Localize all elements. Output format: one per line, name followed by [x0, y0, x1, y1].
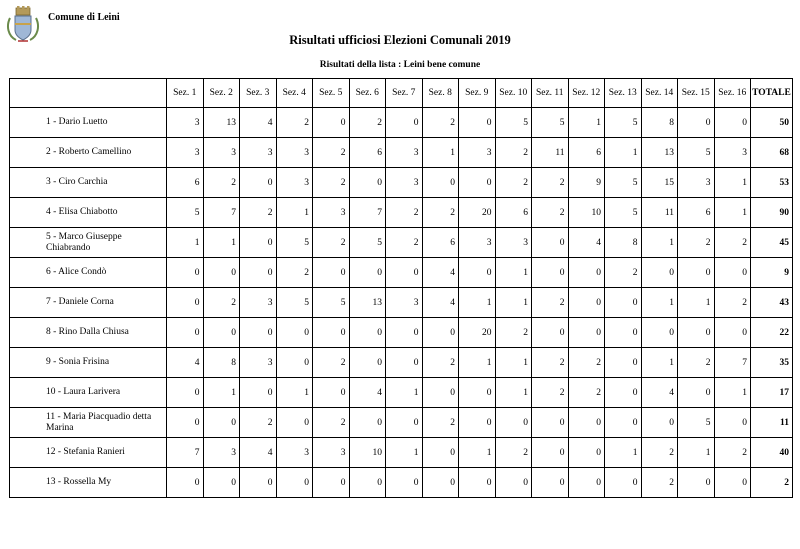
section-votes-cell: 2	[422, 198, 459, 228]
section-votes-cell: 0	[240, 318, 277, 348]
section-votes-cell: 5	[276, 228, 313, 258]
column-header-section: Sez. 1	[167, 79, 204, 108]
section-votes-cell: 0	[349, 468, 386, 498]
section-votes-cell: 2	[714, 438, 751, 468]
total-votes-cell: 90	[751, 198, 793, 228]
section-votes-cell: 4	[422, 258, 459, 288]
section-votes-cell: 1	[422, 138, 459, 168]
section-votes-cell: 0	[714, 468, 751, 498]
section-votes-cell: 3	[203, 438, 240, 468]
section-votes-cell: 15	[641, 168, 678, 198]
section-votes-cell: 0	[276, 348, 313, 378]
section-votes-cell: 3	[459, 138, 496, 168]
total-votes-cell: 35	[751, 348, 793, 378]
section-votes-cell: 0	[240, 378, 277, 408]
table-row	[10, 258, 793, 288]
column-header-section: Sez. 8	[422, 79, 459, 108]
section-votes-cell: 0	[714, 318, 751, 348]
column-header-section: Sez. 16	[714, 79, 751, 108]
section-votes-cell: 0	[203, 318, 240, 348]
section-votes-cell: 20	[459, 318, 496, 348]
section-votes-cell: 10	[349, 438, 386, 468]
section-votes-cell: 5	[276, 288, 313, 318]
section-votes-cell: 0	[714, 408, 751, 438]
section-votes-cell: 5	[313, 288, 350, 318]
section-votes-cell: 2	[641, 468, 678, 498]
candidate-name: 2 - Roberto Camellino	[10, 138, 167, 168]
section-votes-cell: 6	[495, 198, 532, 228]
section-votes-cell: 1	[495, 258, 532, 288]
section-votes-cell: 0	[349, 348, 386, 378]
section-votes-cell: 0	[605, 378, 642, 408]
section-votes-cell: 1	[386, 438, 423, 468]
section-votes-cell: 2	[313, 228, 350, 258]
section-votes-cell: 6	[167, 168, 204, 198]
section-votes-cell: 0	[349, 408, 386, 438]
section-votes-cell: 0	[459, 108, 496, 138]
section-votes-cell: 5	[605, 108, 642, 138]
section-votes-cell: 13	[203, 108, 240, 138]
table-row	[10, 108, 793, 138]
section-votes-cell: 8	[641, 108, 678, 138]
section-votes-cell: 2	[532, 348, 569, 378]
column-header-section: Sez. 3	[240, 79, 277, 108]
section-votes-cell: 0	[568, 318, 605, 348]
section-votes-cell: 0	[240, 168, 277, 198]
section-votes-cell: 0	[313, 108, 350, 138]
section-votes-cell: 0	[167, 468, 204, 498]
section-votes-cell: 2	[276, 258, 313, 288]
section-votes-cell: 13	[349, 288, 386, 318]
section-votes-cell: 0	[568, 408, 605, 438]
section-votes-cell: 2	[532, 378, 569, 408]
candidate-name: 3 - Ciro Carchia	[10, 168, 167, 198]
section-votes-cell: 0	[532, 318, 569, 348]
section-votes-cell: 13	[641, 138, 678, 168]
section-votes-cell: 2	[313, 138, 350, 168]
section-votes-cell: 0	[605, 348, 642, 378]
table-row	[10, 198, 793, 228]
section-votes-cell: 2	[495, 168, 532, 198]
section-votes-cell: 0	[313, 258, 350, 288]
section-votes-cell: 0	[386, 258, 423, 288]
section-votes-cell: 3	[240, 288, 277, 318]
section-votes-cell: 2	[313, 348, 350, 378]
section-votes-cell: 11	[641, 198, 678, 228]
section-votes-cell: 1	[568, 108, 605, 138]
total-votes-cell: 43	[751, 288, 793, 318]
section-votes-cell: 9	[568, 168, 605, 198]
section-votes-cell: 0	[605, 318, 642, 348]
section-votes-cell: 0	[386, 108, 423, 138]
table-row	[10, 468, 793, 498]
table-row	[10, 438, 793, 468]
total-votes-cell: 2	[751, 468, 793, 498]
list-subtitle: Risultati della lista : Leini bene comune	[319, 60, 481, 70]
section-votes-cell: 2	[641, 438, 678, 468]
section-votes-cell: 1	[641, 228, 678, 258]
section-votes-cell: 7	[349, 198, 386, 228]
section-votes-cell: 3	[386, 138, 423, 168]
section-votes-cell: 3	[276, 138, 313, 168]
section-votes-cell: 2	[422, 108, 459, 138]
section-votes-cell: 0	[714, 108, 751, 138]
section-votes-cell: 3	[240, 348, 277, 378]
total-votes-cell: 22	[751, 318, 793, 348]
candidate-name: 10 - Laura Larivera	[10, 378, 167, 408]
candidate-name: 5 - Marco Giuseppe Chiabrando	[10, 228, 167, 258]
section-votes-cell: 0	[495, 408, 532, 438]
section-votes-cell: 2	[349, 108, 386, 138]
section-votes-cell: 0	[203, 258, 240, 288]
section-votes-cell: 3	[386, 288, 423, 318]
section-votes-cell: 0	[532, 408, 569, 438]
section-votes-cell: 1	[459, 438, 496, 468]
section-votes-cell: 2	[386, 228, 423, 258]
section-votes-cell: 0	[568, 438, 605, 468]
section-votes-cell: 1	[495, 348, 532, 378]
section-votes-cell: 2	[203, 288, 240, 318]
section-votes-cell: 4	[349, 378, 386, 408]
section-votes-cell: 5	[678, 138, 715, 168]
section-votes-cell: 0	[386, 468, 423, 498]
section-votes-cell: 1	[276, 378, 313, 408]
section-votes-cell: 5	[678, 408, 715, 438]
section-votes-cell: 1	[678, 288, 715, 318]
table-row	[10, 408, 793, 438]
section-votes-cell: 2	[203, 168, 240, 198]
results-table	[9, 78, 793, 498]
section-votes-cell: 0	[386, 408, 423, 438]
column-header-section: Sez. 7	[386, 79, 423, 108]
section-votes-cell: 2	[495, 438, 532, 468]
section-votes-cell: 0	[532, 438, 569, 468]
section-votes-cell: 0	[203, 408, 240, 438]
section-votes-cell: 2	[422, 348, 459, 378]
total-votes-cell: 17	[751, 378, 793, 408]
column-header-section: Sez. 14	[641, 79, 678, 108]
section-votes-cell: 0	[349, 168, 386, 198]
section-votes-cell: 0	[568, 258, 605, 288]
section-votes-cell: 7	[167, 438, 204, 468]
section-votes-cell: 5	[349, 228, 386, 258]
section-votes-cell: 6	[422, 228, 459, 258]
section-votes-cell: 2	[240, 408, 277, 438]
section-votes-cell: 0	[714, 258, 751, 288]
total-votes-cell: 9	[751, 258, 793, 288]
column-header-total: TOTALE	[751, 79, 793, 108]
table-row	[10, 168, 793, 198]
section-votes-cell: 0	[641, 258, 678, 288]
section-votes-cell: 5	[167, 198, 204, 228]
section-votes-cell: 0	[678, 108, 715, 138]
section-votes-cell: 5	[605, 198, 642, 228]
section-votes-cell: 20	[459, 198, 496, 228]
section-votes-cell: 7	[714, 348, 751, 378]
section-votes-cell: 0	[568, 288, 605, 318]
section-votes-cell: 3	[459, 228, 496, 258]
section-votes-cell: 1	[714, 168, 751, 198]
section-votes-cell: 0	[422, 438, 459, 468]
section-votes-cell: 0	[240, 258, 277, 288]
section-votes-cell: 1	[678, 438, 715, 468]
section-votes-cell: 1	[386, 378, 423, 408]
section-votes-cell: 4	[240, 438, 277, 468]
section-votes-cell: 6	[678, 198, 715, 228]
section-votes-cell: 0	[276, 408, 313, 438]
column-header-section: Sez. 15	[678, 79, 715, 108]
section-votes-cell: 0	[386, 348, 423, 378]
section-votes-cell: 0	[422, 168, 459, 198]
section-votes-cell: 5	[495, 108, 532, 138]
section-votes-cell: 0	[495, 468, 532, 498]
table-row	[10, 378, 793, 408]
column-header-section: Sez. 12	[568, 79, 605, 108]
section-votes-cell: 0	[678, 258, 715, 288]
section-votes-cell: 1	[714, 198, 751, 228]
section-votes-cell: 5	[532, 108, 569, 138]
section-votes-cell: 0	[605, 288, 642, 318]
column-header-section: Sez. 6	[349, 79, 386, 108]
section-votes-cell: 2	[532, 168, 569, 198]
section-votes-cell: 0	[459, 258, 496, 288]
section-votes-cell: 3	[386, 168, 423, 198]
section-votes-cell: 1	[641, 348, 678, 378]
section-votes-cell: 2	[313, 168, 350, 198]
section-votes-cell: 1	[276, 198, 313, 228]
section-votes-cell: 0	[276, 318, 313, 348]
section-votes-cell: 0	[641, 318, 678, 348]
column-header-section: Sez. 9	[459, 79, 496, 108]
section-votes-cell: 3	[714, 138, 751, 168]
section-votes-cell: 11	[532, 138, 569, 168]
section-votes-cell: 0	[459, 378, 496, 408]
candidate-name: 12 - Stefania Ranieri	[10, 438, 167, 468]
section-votes-cell: 0	[678, 378, 715, 408]
candidate-name: 9 - Sonia Frisina	[10, 348, 167, 378]
candidate-name: 7 - Daniele Corna	[10, 288, 167, 318]
page-title: Risultati ufficiosi Elezioni Comunali 2019	[289, 33, 511, 47]
section-votes-cell: 10	[568, 198, 605, 228]
column-header-section: Sez. 2	[203, 79, 240, 108]
section-votes-cell: 4	[568, 228, 605, 258]
section-votes-cell: 0	[386, 318, 423, 348]
total-votes-cell: 53	[751, 168, 793, 198]
section-votes-cell: 0	[459, 168, 496, 198]
total-votes-cell: 68	[751, 138, 793, 168]
column-header-section: Sez. 10	[495, 79, 532, 108]
total-votes-cell: 40	[751, 438, 793, 468]
section-votes-cell: 3	[240, 138, 277, 168]
table-header-row	[10, 79, 793, 108]
total-votes-cell: 45	[751, 228, 793, 258]
section-votes-cell: 2	[678, 348, 715, 378]
section-votes-cell: 0	[532, 228, 569, 258]
section-votes-cell: 4	[422, 288, 459, 318]
section-votes-cell: 2	[386, 198, 423, 228]
table-row	[10, 228, 793, 258]
section-votes-cell: 3	[276, 168, 313, 198]
section-votes-cell: 0	[605, 468, 642, 498]
section-votes-cell: 2	[276, 108, 313, 138]
table-row	[10, 288, 793, 318]
section-votes-cell: 0	[313, 468, 350, 498]
section-votes-cell: 1	[605, 138, 642, 168]
section-votes-cell: 2	[532, 198, 569, 228]
candidate-name: 1 - Dario Luetto	[10, 108, 167, 138]
section-votes-cell: 1	[714, 378, 751, 408]
section-votes-cell: 0	[568, 468, 605, 498]
candidate-name: 8 - Rino Dalla Chiusa	[10, 318, 167, 348]
section-votes-cell: 1	[641, 288, 678, 318]
section-votes-cell: 8	[605, 228, 642, 258]
municipality-name: Comune di Leini	[48, 12, 120, 23]
section-votes-cell: 2	[313, 408, 350, 438]
column-header-section: Sez. 13	[605, 79, 642, 108]
candidate-name: 4 - Elisa Chiabotto	[10, 198, 167, 228]
section-votes-cell: 0	[167, 288, 204, 318]
section-votes-cell: 0	[605, 408, 642, 438]
section-votes-cell: 0	[240, 468, 277, 498]
section-votes-cell: 3	[313, 198, 350, 228]
section-votes-cell: 0	[459, 468, 496, 498]
section-votes-cell: 2	[568, 378, 605, 408]
section-votes-cell: 0	[313, 318, 350, 348]
section-votes-cell: 1	[167, 228, 204, 258]
section-votes-cell: 0	[641, 408, 678, 438]
section-votes-cell: 2	[422, 408, 459, 438]
candidate-name: 11 - Maria Piacquadio detta Marina	[10, 408, 167, 438]
section-votes-cell: 0	[203, 468, 240, 498]
section-votes-cell: 1	[203, 228, 240, 258]
section-votes-cell: 3	[167, 108, 204, 138]
section-votes-cell: 2	[495, 138, 532, 168]
section-votes-cell: 3	[313, 438, 350, 468]
section-votes-cell: 0	[167, 408, 204, 438]
column-header-name	[10, 79, 167, 108]
section-votes-cell: 0	[349, 318, 386, 348]
section-votes-cell: 0	[532, 258, 569, 288]
table-row	[10, 318, 793, 348]
total-votes-cell: 50	[751, 108, 793, 138]
section-votes-cell: 0	[678, 468, 715, 498]
section-votes-cell: 0	[459, 408, 496, 438]
section-votes-cell: 2	[678, 228, 715, 258]
section-votes-cell: 4	[641, 378, 678, 408]
section-votes-cell: 1	[459, 348, 496, 378]
section-votes-cell: 3	[678, 168, 715, 198]
section-votes-cell: 6	[568, 138, 605, 168]
section-votes-cell: 0	[167, 318, 204, 348]
section-votes-cell: 1	[459, 288, 496, 318]
section-votes-cell: 1	[495, 288, 532, 318]
candidate-name: 6 - Alice Condò	[10, 258, 167, 288]
section-votes-cell: 4	[240, 108, 277, 138]
section-votes-cell: 0	[276, 468, 313, 498]
total-votes-cell: 11	[751, 408, 793, 438]
candidate-name: 13 - Rossella My	[10, 468, 167, 498]
section-votes-cell: 1	[203, 378, 240, 408]
section-votes-cell: 2	[605, 258, 642, 288]
section-votes-cell: 0	[313, 378, 350, 408]
section-votes-cell: 2	[240, 198, 277, 228]
column-header-section: Sez. 4	[276, 79, 313, 108]
section-votes-cell: 0	[167, 258, 204, 288]
section-votes-cell: 2	[532, 288, 569, 318]
section-votes-cell: 0	[240, 228, 277, 258]
section-votes-cell: 8	[203, 348, 240, 378]
column-header-section: Sez. 11	[532, 79, 569, 108]
section-votes-cell: 0	[422, 468, 459, 498]
section-votes-cell: 2	[495, 318, 532, 348]
section-votes-cell: 2	[714, 288, 751, 318]
section-votes-cell: 0	[167, 378, 204, 408]
section-votes-cell: 2	[568, 348, 605, 378]
section-votes-cell: 0	[349, 258, 386, 288]
table-row	[10, 348, 793, 378]
section-votes-cell: 3	[167, 138, 204, 168]
section-votes-cell: 3	[495, 228, 532, 258]
section-votes-cell: 6	[349, 138, 386, 168]
column-header-section: Sez. 5	[313, 79, 350, 108]
section-votes-cell: 0	[422, 318, 459, 348]
table-body	[10, 108, 793, 498]
section-votes-cell: 4	[167, 348, 204, 378]
section-votes-cell: 1	[495, 378, 532, 408]
section-votes-cell: 5	[605, 168, 642, 198]
section-votes-cell: 2	[714, 228, 751, 258]
section-votes-cell: 3	[276, 438, 313, 468]
table-row	[10, 138, 793, 168]
section-votes-cell: 0	[678, 318, 715, 348]
section-votes-cell: 3	[203, 138, 240, 168]
section-votes-cell: 1	[605, 438, 642, 468]
section-votes-cell: 7	[203, 198, 240, 228]
section-votes-cell: 0	[532, 468, 569, 498]
section-votes-cell: 0	[422, 378, 459, 408]
